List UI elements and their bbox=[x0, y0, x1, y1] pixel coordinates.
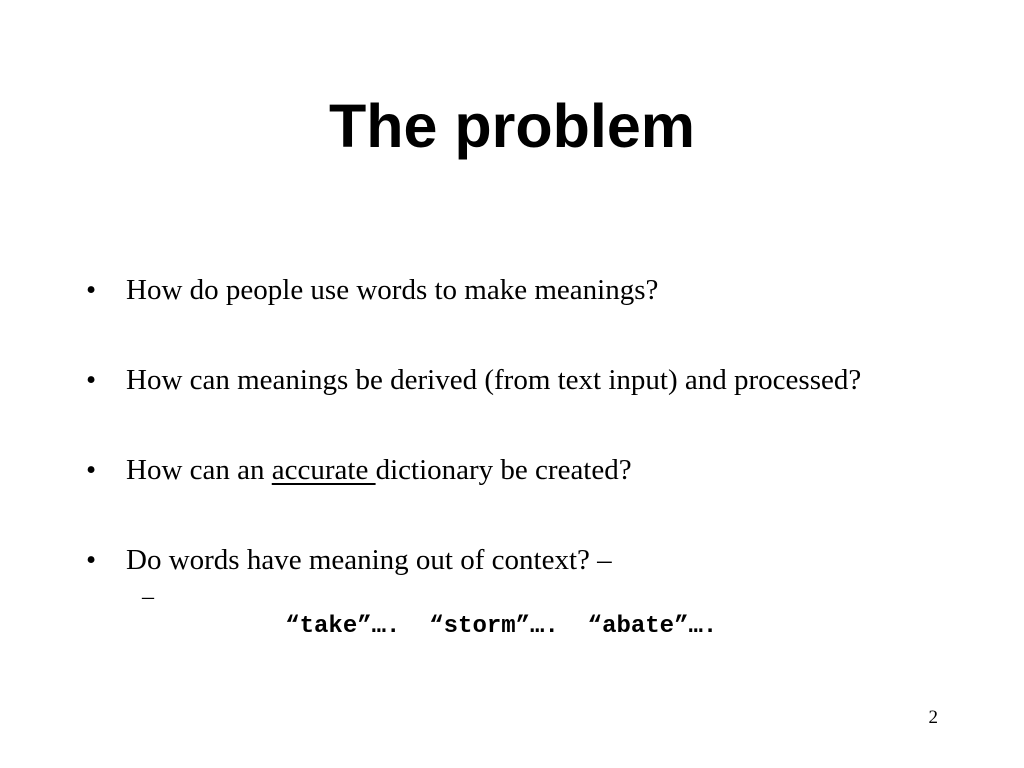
bullet-marker: • bbox=[86, 544, 97, 576]
bullet-item bbox=[86, 362, 946, 398]
bullet-list bbox=[86, 272, 946, 672]
bullet-text: Do words have meaning out of context? – bbox=[126, 544, 612, 576]
sub-bullet-text: “take”…. “storm”…. “abate”…. bbox=[285, 613, 718, 640]
sub-bullet bbox=[142, 582, 946, 672]
bullet-text-after: dictionary be created? bbox=[375, 454, 632, 486]
underlined-word: accurate bbox=[271, 454, 376, 486]
bullet-text: How can meanings be derived (from text input) and processed? bbox=[126, 364, 862, 396]
bullet-text-before: How can an bbox=[126, 454, 272, 486]
sub-bullet-marker: – bbox=[142, 584, 154, 610]
bullet-text: How do people use words to make meanings? bbox=[126, 274, 659, 306]
slide-title: The problem bbox=[328, 92, 696, 160]
bullet-item bbox=[86, 272, 946, 308]
bullet-item bbox=[86, 542, 946, 672]
bullet-marker: • bbox=[86, 274, 97, 306]
bullet-item bbox=[86, 452, 946, 488]
bullet-text bbox=[126, 454, 632, 486]
bullet-marker: • bbox=[86, 364, 97, 396]
page-number: 2 bbox=[928, 707, 938, 728]
bullet-marker: • bbox=[86, 454, 97, 486]
